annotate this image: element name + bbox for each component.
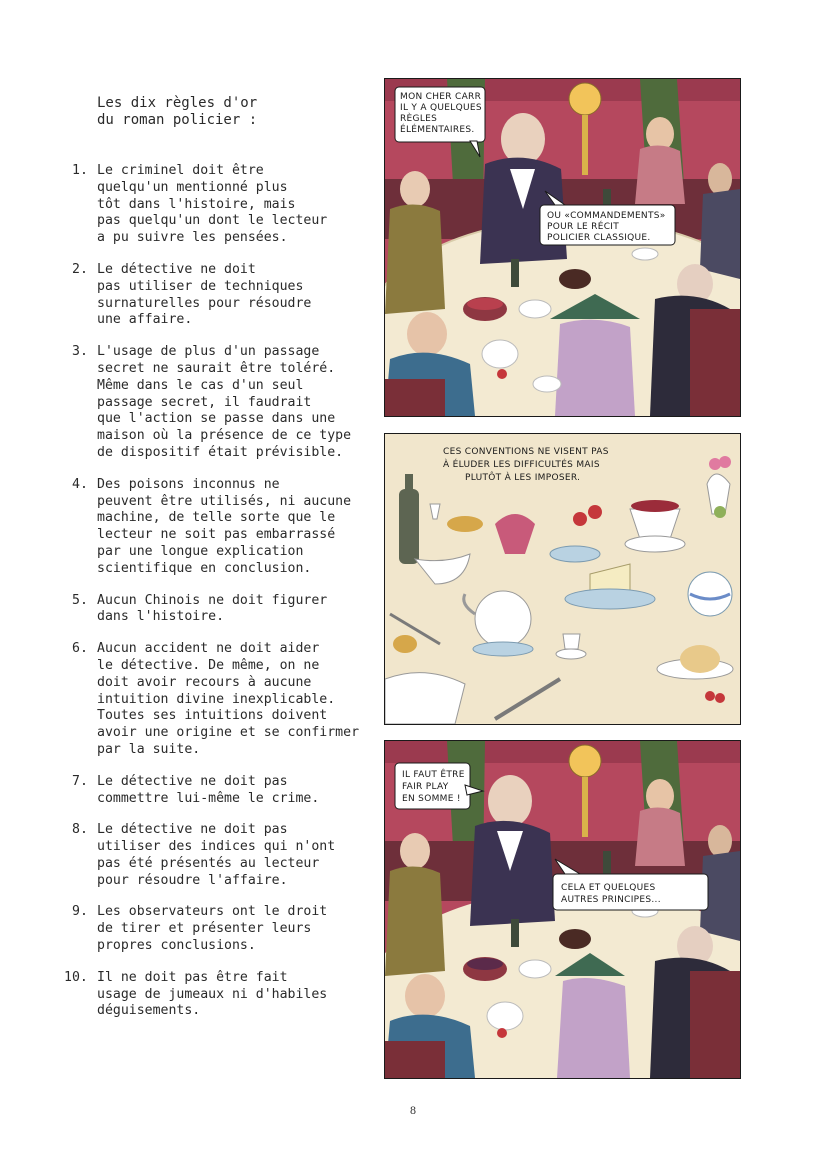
speech-bubble-text: EN SOMME !	[402, 794, 461, 804]
rule-number: 2.	[72, 261, 88, 277]
speech-bubble-text: CELA ET QUELQUES	[561, 883, 656, 893]
rule-number: 8.	[72, 822, 88, 838]
speech-bubble-text: IL FAUT ÊTRE	[402, 770, 465, 780]
rule-item	[72, 774, 362, 808]
speech-bubble-text: POLICIER CLASSIQUE.	[547, 233, 651, 243]
rule-item	[72, 904, 362, 954]
caption-text: À ÉLUDER LES DIFFICULTÉS MAIS	[443, 460, 600, 470]
dinner-scene-illustration	[385, 79, 740, 416]
caption-text: CES CONVENTIONS NE VISENT PAS	[443, 447, 609, 457]
page-title: Les dix règles d'or du roman policier :	[97, 95, 258, 128]
rule-number: 6.	[72, 641, 88, 657]
comic-panel-1	[384, 78, 741, 417]
speech-bubble-text: ÉLÉMENTAIRES.	[400, 125, 475, 135]
rule-number: 4.	[72, 476, 88, 492]
rule-number: 1.	[72, 163, 88, 178]
rule-text: Aucun accident ne doit aider le détective. De même, on ne doit avoir recours à aucune intuition divine inexplicable. Toutes ses intuitions doivent avoir une origine et se confirmer par la suite.	[97, 641, 360, 757]
rule-item	[72, 262, 362, 329]
comic-panel-3	[384, 740, 741, 1079]
rule-number: 3.	[72, 344, 88, 360]
rule-number: 7.	[72, 773, 88, 789]
speech-bubble-text: IL Y A QUELQUES	[400, 103, 482, 113]
rule-text: Le criminel doit être quelqu'un mentionné plus tôt dans l'histoire, mais pas quelqu'un dont le lecteur a pu suivre les pensées.	[97, 163, 328, 246]
rule-item	[64, 969, 362, 1020]
rule-number: 10.	[64, 969, 88, 985]
rule-item	[72, 163, 362, 247]
rule-text: Le détective ne doit pas commettre lui-même le crime.	[97, 773, 320, 806]
rule-text: Des poisons inconnus ne peuvent être utilisés, ni aucune machine, de telle sorte que le lecteur ne soit pas embarrassé par une longue explication scientifique en conclusion.	[97, 476, 352, 576]
page-number: 8	[410, 1103, 416, 1117]
rules-list	[64, 163, 362, 1035]
speech-bubble-text: RÈGLES	[400, 114, 438, 124]
rule-text: L'usage de plus d'un passage secret ne saurait être toléré. Même dans le cas d'un seul passage secret, il faudrait que l'action se passe dans une maison où la présence de ce type de dispositif était prévisible.	[97, 344, 352, 460]
comic-panel-2	[384, 433, 741, 725]
speech-bubble-text: OU «COMMANDEMENTS»	[547, 211, 666, 221]
rule-item	[72, 641, 362, 759]
rule-item	[72, 344, 362, 462]
rule-text: Le détective ne doit pas utiliser de techniques surnaturelles pour résoudre une affaire.	[97, 261, 312, 328]
rule-item	[72, 593, 362, 627]
rule-number: 5.	[72, 592, 88, 608]
rule-text: Le détective ne doit pas utiliser des indices qui n'ont pas été présentés au lecteur pour résoudre l'affaire.	[97, 822, 336, 888]
rule-text: Il ne doit pas être fait usage de jumeaux ni d'habiles déguisements.	[97, 969, 328, 1019]
rule-item	[72, 822, 362, 889]
rule-item	[72, 477, 362, 578]
rule-text: Les observateurs ont le droit de tirer et présenter leurs propres conclusions.	[97, 904, 328, 954]
dinner-scene-illustration-2	[385, 741, 740, 1078]
speech-bubble-text: POUR LE RÉCIT	[547, 222, 620, 232]
speech-bubble-text: AUTRES PRINCIPES...	[561, 895, 661, 905]
speech-bubble-text: MON CHER CARR	[400, 92, 482, 102]
rule-number: 9.	[72, 904, 88, 920]
speech-bubble-text: FAIR PLAY	[402, 782, 449, 792]
table-closeup-illustration	[385, 434, 740, 724]
caption-text: PLUTÔT À LES IMPOSER.	[465, 473, 581, 483]
rule-text: Aucun Chinois ne doit figurer dans l'histoire.	[97, 592, 328, 625]
